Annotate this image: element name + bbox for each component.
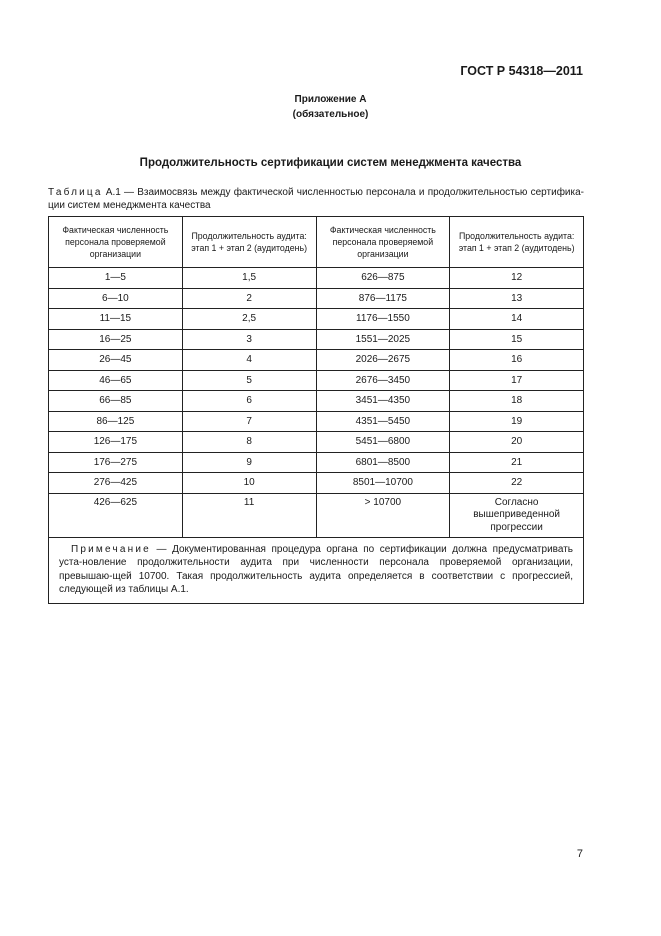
table-row — [49, 391, 584, 412]
table-cell: 13 — [450, 288, 584, 309]
table-cell: 626—875 — [316, 268, 450, 289]
table-cell: 276—425 — [49, 473, 183, 494]
note-text: — Документированная процедура органа по сертификации должна предусматривать уста-новление продолжительности аудита при численности персонала проверяемой организации, превышаю-щей 10700. Такая продолжительность аудита определяется в соответствии с прогрессией, следующей из таблицы А.1. — [59, 543, 573, 595]
table-row — [49, 288, 584, 309]
table-cell: 1,5 — [182, 268, 316, 289]
table-cell: 6 — [182, 391, 316, 412]
header-staff-count-2: Фактическая численность персонала проверяемой организации — [316, 217, 450, 268]
header-staff-count-1: Фактическая численность персонала проверяемой организации — [49, 217, 183, 268]
table-row — [49, 411, 584, 432]
table-cell: 4351—5450 — [316, 411, 450, 432]
table-cell: 426—625 — [49, 493, 183, 537]
table-cell: 6—10 — [49, 288, 183, 309]
table-cell: 2676—3450 — [316, 370, 450, 391]
appendix-title: Приложение А — [294, 94, 367, 105]
table-caption — [48, 186, 584, 212]
table-cell: 17 — [450, 370, 584, 391]
table-cell: 20 — [450, 432, 584, 453]
table-cell: 21 — [450, 452, 584, 473]
table-cell: > 10700 — [316, 493, 450, 537]
table-row — [49, 350, 584, 371]
table-cell: 176—275 — [49, 452, 183, 473]
table-cell: Согласно вышеприведенной прогрессии — [450, 493, 584, 537]
table-cell: 10 — [182, 473, 316, 494]
table-note-row — [49, 537, 584, 603]
table-cell: 22 — [450, 473, 584, 494]
table-cell: 66—85 — [49, 391, 183, 412]
table-cell: 9 — [182, 452, 316, 473]
appendix-status: (обязательное) — [292, 109, 369, 120]
table-cell: 11—15 — [49, 309, 183, 330]
table-cell: 6801—8500 — [316, 452, 450, 473]
table-cell: 26—45 — [49, 350, 183, 371]
table-row — [49, 493, 584, 537]
table-row — [49, 452, 584, 473]
note-label: Примечание — [71, 543, 151, 555]
table-row — [49, 432, 584, 453]
header-audit-duration-2: Продолжительность аудита: этап 1 + этап 2 (аудитодень) — [450, 217, 584, 268]
table-row — [49, 268, 584, 289]
table-cell: 876—1175 — [316, 288, 450, 309]
table-cell: 1176—1550 — [316, 309, 450, 330]
table-cell: 19 — [450, 411, 584, 432]
page-number: 7 — [576, 848, 583, 860]
table-cell: 14 — [450, 309, 584, 330]
table-cell: 2 — [182, 288, 316, 309]
table-cell: 15 — [450, 329, 584, 350]
table-cell: 2,5 — [182, 309, 316, 330]
table-cell: 8501—10700 — [316, 473, 450, 494]
table-row — [49, 329, 584, 350]
duration-table — [48, 216, 584, 604]
table-note — [49, 537, 584, 603]
table-cell: 2026—2675 — [316, 350, 450, 371]
table-cell: 8 — [182, 432, 316, 453]
table-cell: 1551—2025 — [316, 329, 450, 350]
section-title: Продолжительность сертификации систем менеджмента качества — [139, 157, 522, 169]
table-row — [49, 370, 584, 391]
table-cell: 4 — [182, 350, 316, 371]
table-cell: 126—175 — [49, 432, 183, 453]
table-cell: 5451—6800 — [316, 432, 450, 453]
table-cell: 46—65 — [49, 370, 183, 391]
table-cell: 1—5 — [49, 268, 183, 289]
table-cell: 16 — [450, 350, 584, 371]
table-row — [49, 309, 584, 330]
table-caption-label: Таблица — [48, 187, 103, 198]
table-row — [49, 473, 584, 494]
document-code: ГОСТ Р 54318—2011 — [460, 64, 583, 78]
table-cell: 18 — [450, 391, 584, 412]
table-cell: 11 — [182, 493, 316, 537]
table-cell: 3 — [182, 329, 316, 350]
table-cell: 12 — [450, 268, 584, 289]
table-cell: 86—125 — [49, 411, 183, 432]
table-caption-text: А.1 — Взаимосвязь между фактической численностью персонала и продолжительностью сертифика-ции систем менеджмента качества — [48, 187, 584, 211]
header-audit-duration-1: Продолжительность аудита: этап 1 + этап 2 (аудитодень) — [182, 217, 316, 268]
table-header-row — [49, 217, 584, 268]
table-cell: 16—25 — [49, 329, 183, 350]
table-cell: 7 — [182, 411, 316, 432]
table-cell: 3451—4350 — [316, 391, 450, 412]
table-cell: 5 — [182, 370, 316, 391]
